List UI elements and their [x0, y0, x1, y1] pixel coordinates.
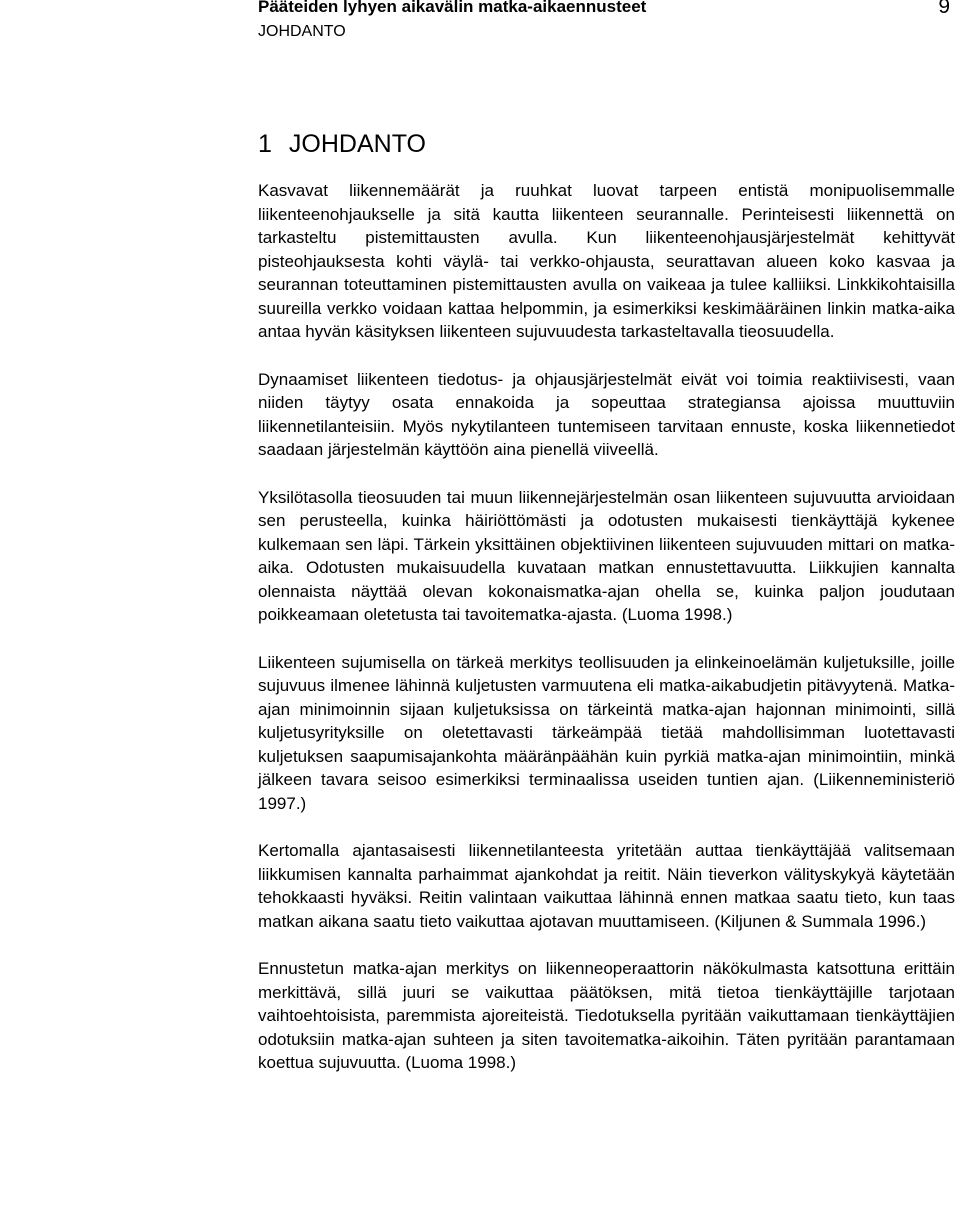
chapter-heading	[258, 128, 426, 160]
paragraph-2: Dynaamiset liikenteen tiedotus- ja ohjausjärjestelmät eivät voi toimia reaktiivisesti, vaan niiden täytyy osata ennakoida ja sopeuttaa strategiansa ajoissa muuttuviin liikennetilanteisiin. Myös nykytilanteen tuntemiseen tarvitaan ennuste, koska liikennetiedot saadaan järjestelmän käyttöön aina pienellä viiveellä.	[258, 369, 955, 459]
body-text	[258, 179, 955, 1099]
paragraph-3: Yksilötasolla tieosuuden tai muun liikennejärjestelmän osan liikenteen sujuvuutta arvioidaan sen perusteella, kuinka häiriöttömästi ja odotusten mukaisesti tienkäyttäjä kykenee kulkemaan sen läpi. Tärkein yksittäinen objektiivinen liikenteen sujuvuuden mittari on matka-aika. Odotusten mukaisuudella kuvataan matkan ennustettavuutta. Liikkujien kannalta olennaista näyttää olevan kokonaismatka-ajan ohella se, kuinka paljon joudutaan poikkeamaan oletetusta tai tavoitematka-ajasta. (Luoma 1998.)	[258, 487, 955, 624]
paragraph-5: Kertomalla ajantasaisesti liikennetilanteesta yritetään auttaa tienkäyttäjää valitsemaan liikkumisen kannalta parhaimmat ajankohdat ja reitit. Näin tieverkon välityskykyä käytetään tehokkaasti hyväksi. Reitin valintaan vaikuttaa lähinnä ennen matkaa saatu tieto, kun taas matkan aikana saatu tieto vaikuttaa ajotavan muuttamiseen. (Kiljunen & Summala 1996.)	[258, 841, 955, 931]
running-section: JOHDANTO	[258, 23, 346, 40]
paragraph-6: Ennustetun matka-ajan merkitys on liikenneoperaattorin näkökulmasta katsottuna erittäin merkittävä, sillä juuri se vaikuttaa päätöksen, mitä tietoa tienkäyttäjille tarjotaan vaihtoehtoisista, paremmista ajoreiteistä. Tiedotuksella pyritään vaikuttamaan tienkäyttäjien odotuksiin matka-ajan suhteen ja siten tavoitematka-aikoihin. Täten pyritään parantamaan koettua sujuvuutta. (Luoma 1998.)	[258, 959, 955, 1072]
page-number: 9	[938, 0, 950, 18]
chapter-title: JOHDANTO	[288, 130, 426, 158]
running-title: Pääteiden lyhyen aikavälin matka-aikaennusteet	[258, 0, 647, 16]
paragraph-1: Kasvavat liikennemäärät ja ruuhkat luovat tarpeen entistä monipuolisemmalle liikenteenohjaukselle ja sitä kautta liikenteen seurannalle. Perinteisesti liikennettä on tarkasteltu pistemittausten avulla. Kun liikenteenohjausjärjestelmät kehittyvät pisteohjauksesta kohti väylä- tai verkko-ohjausta, seurattavan alueen koko kasvaa ja seurannan toteuttaminen pistemittausten avulla on vaikeaa ja tulee kalliiksi. Linkkikohtaisilla suureilla verkko voidaan kattaa helpommin, ja esimerkiksi keskimääräinen linkin matka-aika antaa hyvän käsityksen liikenteen sujuvuudesta tarkasteltavalla tieosuudella.	[258, 181, 955, 341]
chapter-number: 1	[258, 130, 272, 158]
paragraph-4: Liikenteen sujumisella on tärkeä merkitys teollisuuden ja elinkeinoelämän kuljetuksille, joille sujuvuus ilmenee lähinnä kuljetusten varmuutena eli matka-aikabudjetin pitävyytenä. Matka-ajan minimoinnin sijaan kuljetuksissa on tärkeintä matka-ajan hajonnan minimointi, sillä kuljetusyrityksille on oletettavasti tärkeämpää tietää mahdollisimman luotettavasti kuljetuksen saapumisajankohta määränpäähän kuin pyrkiä matka-ajan minimointiin, minkä jälkeen tavara seisoo esimerkiksi terminaalissa useiden tuntien ajan. (Liikenneministeriö 1997.)	[258, 652, 955, 813]
